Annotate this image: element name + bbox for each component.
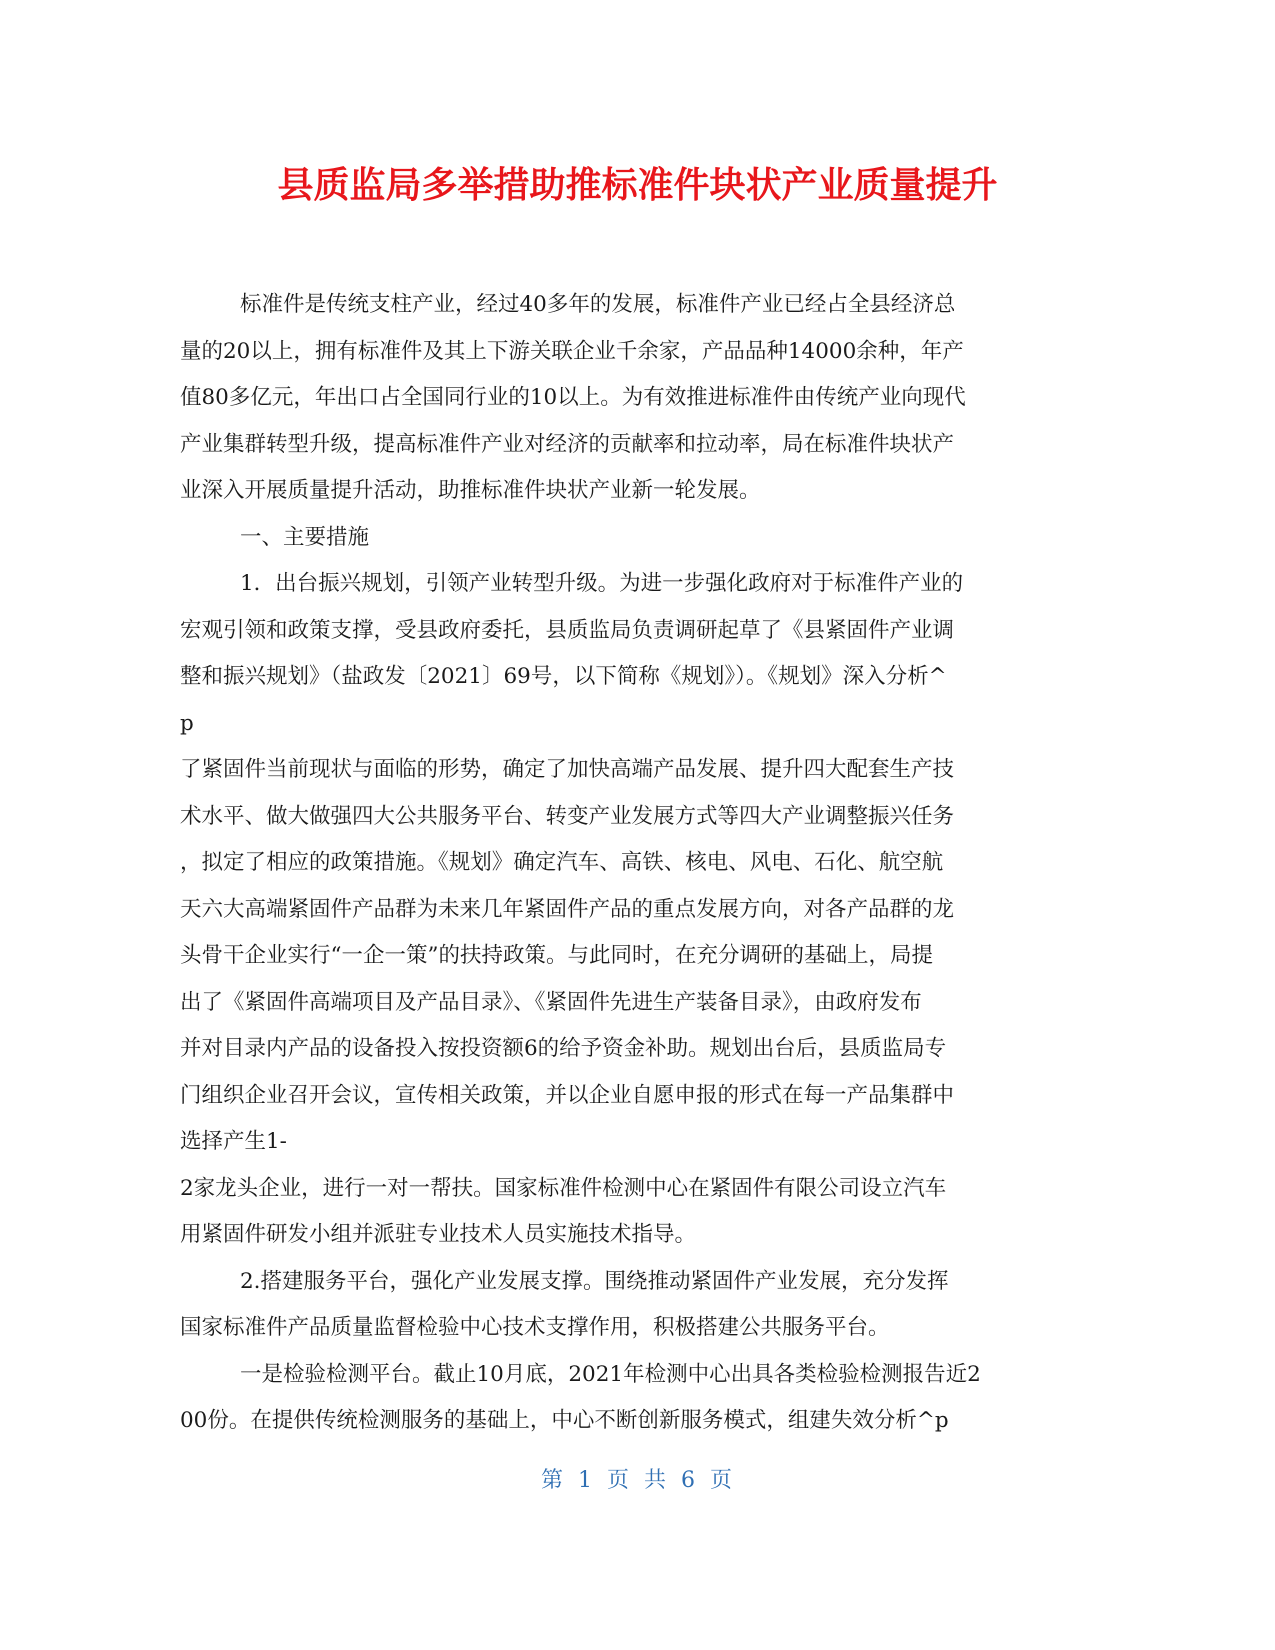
body-line: 出了《紧固件高端项目及产品目录》、《紧固件先进生产装备目录》，由政府发布 bbox=[180, 989, 922, 1015]
body-line: 天六大高端紧固件产品群为未来几年紧固件产品的重点发展方向，对各产品群的龙 bbox=[180, 896, 955, 922]
body-line: 一是检验检测平台。截止10月底，2021年检测中心出具各类检验检测报告近2 bbox=[240, 1361, 981, 1387]
body-line: 宏观引领和政策支撑，受县政府委托，县质监局负责调研起草了《县紧固件产业调 bbox=[180, 617, 955, 643]
body-line: 整和振兴规划》（盐政发〔2021〕69号，以下简称《规划》）。《规划》深入分析^ bbox=[180, 664, 947, 689]
body-line: 并对目录内产品的设备投入按投资额6的给予资金补助。规划出台后，县质监局专 bbox=[180, 1036, 947, 1061]
body-line: 值80多亿元，年出口占全国同行业的10以上。为有效推进标准件由传统产业向现代 bbox=[180, 385, 966, 410]
body-line: 量的20以上，拥有标准件及其上下游关联企业千余家，产品品种14000余种，年产 bbox=[180, 338, 964, 364]
document-body bbox=[180, 282, 1060, 1445]
body-line: 用紧固件研发小组并派驻专业技术人员实施技术指导。 bbox=[180, 1222, 697, 1247]
body-line: 门组织企业召开会议，宣传相关政策，并以企业自愿申报的形式在每一产品集群中 bbox=[180, 1082, 955, 1108]
body-line: 1．出台振兴规划，引领产业转型升级。为进一步强化政府对于标准件产业的 bbox=[240, 571, 964, 596]
body-line: 头骨干企业实行“一企一策”的扶持政策。与此同时，在充分调研的基础上，局提 bbox=[180, 943, 933, 968]
body-line: ，拟定了相应的政策措施。《规划》确定汽车、高铁、核电、风电、石化、航空航 bbox=[180, 850, 944, 875]
document-title: 县质监局多举措助推标准件块状产业质量提升 bbox=[277, 165, 998, 206]
body-line: 产业集群转型升级，提高标准件产业对经济的贡献率和拉动率，局在标准件块状产 bbox=[180, 431, 955, 457]
body-line: 标准件是传统支柱产业，经过40多年的发展，标准件产业已经占全县经济总 bbox=[240, 292, 956, 317]
body-line: p bbox=[180, 710, 194, 736]
section-heading: 一、主要措施 bbox=[240, 524, 370, 550]
body-line: 2家龙头企业，进行一对一帮扶。国家标准件检测中心在紧固件有限公司设立汽车 bbox=[180, 1175, 947, 1201]
body-line: 业深入开展质量提升活动，助推标准件块状产业新一轮发展。 bbox=[180, 478, 761, 503]
body-line: 术水平、做大做强四大公共服务平台、转变产业发展方式等四大产业调整振兴任务 bbox=[180, 803, 955, 829]
body-line: 2.搭建服务平台，强化产业发展支撑。围绕推动紧固件产业发展，充分发挥 bbox=[240, 1268, 949, 1294]
body-line: 00份。在提供传统检测服务的基础上，中心不断创新服务模式，组建失效分析^p bbox=[180, 1408, 949, 1433]
page-number-footer: 第 1 页 共 6 页 bbox=[541, 1468, 734, 1493]
body-line: 国家标准件产品质量监督检验中心技术支撑作用，积极搭建公共服务平台。 bbox=[180, 1315, 890, 1340]
body-line: 选择产生1- bbox=[180, 1129, 287, 1154]
body-line: 了紧固件当前现状与面临的形势，确定了加快高端产品发展、提升四大配套生产技 bbox=[180, 757, 955, 782]
